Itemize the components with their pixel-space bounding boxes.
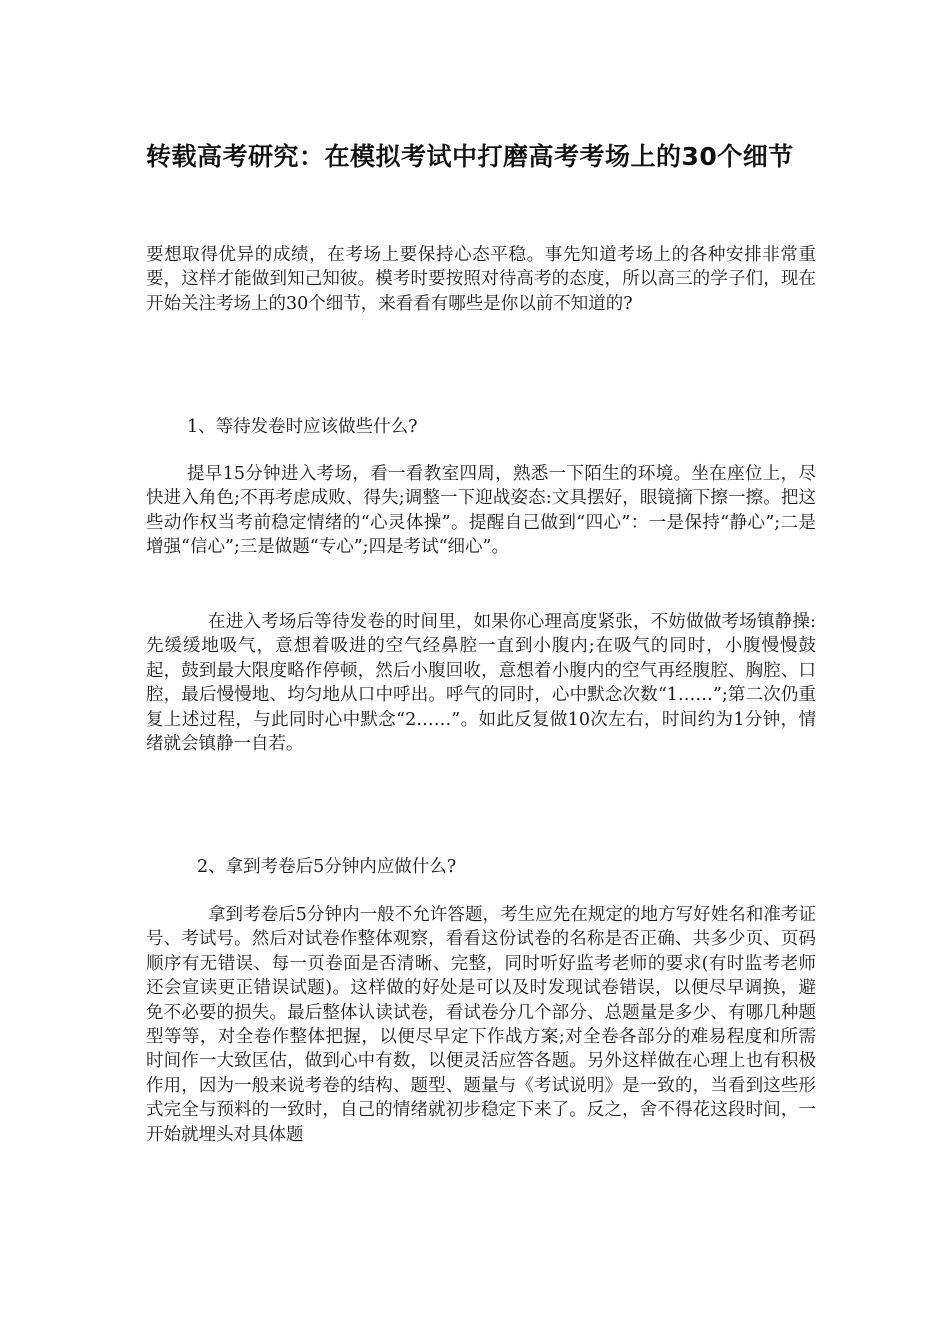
section-1-paragraph-2: 在进入考场后等待发卷的时间里，如果你心理高度紧张，不妨做做考场镇静操:先缓缓地吸气，意想着吸进的空气经鼻腔一直到小腹内;在吸气的同时，小腹慢慢鼓起，鼓到最大限度略作停顿，然后小腹回收，意想着小腹内的空气再经腹腔、胸腔、口腔，最后慢慢地、均匀地从口中呼出。呼气的同时，心中默念次数“1……”;第二次仍重复上述过程，与此同时心中默念“2……”。如此反复做10次左右，时间约为1分钟，情绪就会镇静一自若。 xyxy=(146,612,816,755)
section-2-paragraph-1: 拿到考卷后5分钟内一般不允许答题，考生应先在规定的地方写好姓名和准考证号、考试号。然后对试卷作整体观察，看看这份试卷的名称是否正确、共多少页、页码顺序有无错误、每一页卷面是否清晰、完整，同时听好监考老师的要求(有时监考老师还会宣读更正错误试题)。这样做的好处是可以及时发现试卷错误，以便尽早调换，避免不必要的损失。最后整体认读试卷，看试卷分几个部分、总题量是多少、有哪几种题型等等，对全卷作整体把握，以便尽早定下作战方案;对全卷各部分的难易程度和所需时间作一大致匡估，做到心中有数，以便灵活应答各题。另外这样做在心理上也有积极作用，因为一般来说考卷的结构、题型、题量与《考试说明》是一致的，当看到这些形式完全与预料的一致时，自己的情绪就初步稳定下来了。反之，舍不得花这段时间，一开始就埋头对具体题 xyxy=(146,905,816,1145)
section-1-paragraph-1: 提早15分钟进入考场，看一看教室四周，熟悉一下陌生的环境。坐在座位上，尽快进入角色;不再考虑成败、得失;调整一下迎战姿态:文具摆好，眼镜摘下擦一擦。把这些动作权当考前稳定情绪的“心灵体操”。提醒自己做到“四心”：一是保持“静心”;二是增强“信心”;三是做题“专心”;四是考试“细心”。 xyxy=(146,464,816,558)
section-heading-1: 1、等待发卷时应该做些什么? xyxy=(187,417,418,437)
section-heading-2: 2、拿到考卷后5分钟内应做什么? xyxy=(197,857,457,877)
page-title: 转载高考研究：在模拟考试中打磨高考考场上的30个细节 xyxy=(146,142,794,171)
intro-paragraph: 要想取得优异的成绩，在考场上要保持心态平稳。事先知道考场上的各种安排非常重要，这样才能做到知己知彼。模考时要按照对待高考的态度，所以高三的学子们，现在开始关注考场上的30个细节，来看看有哪些是你以前不知道的? xyxy=(146,245,816,314)
